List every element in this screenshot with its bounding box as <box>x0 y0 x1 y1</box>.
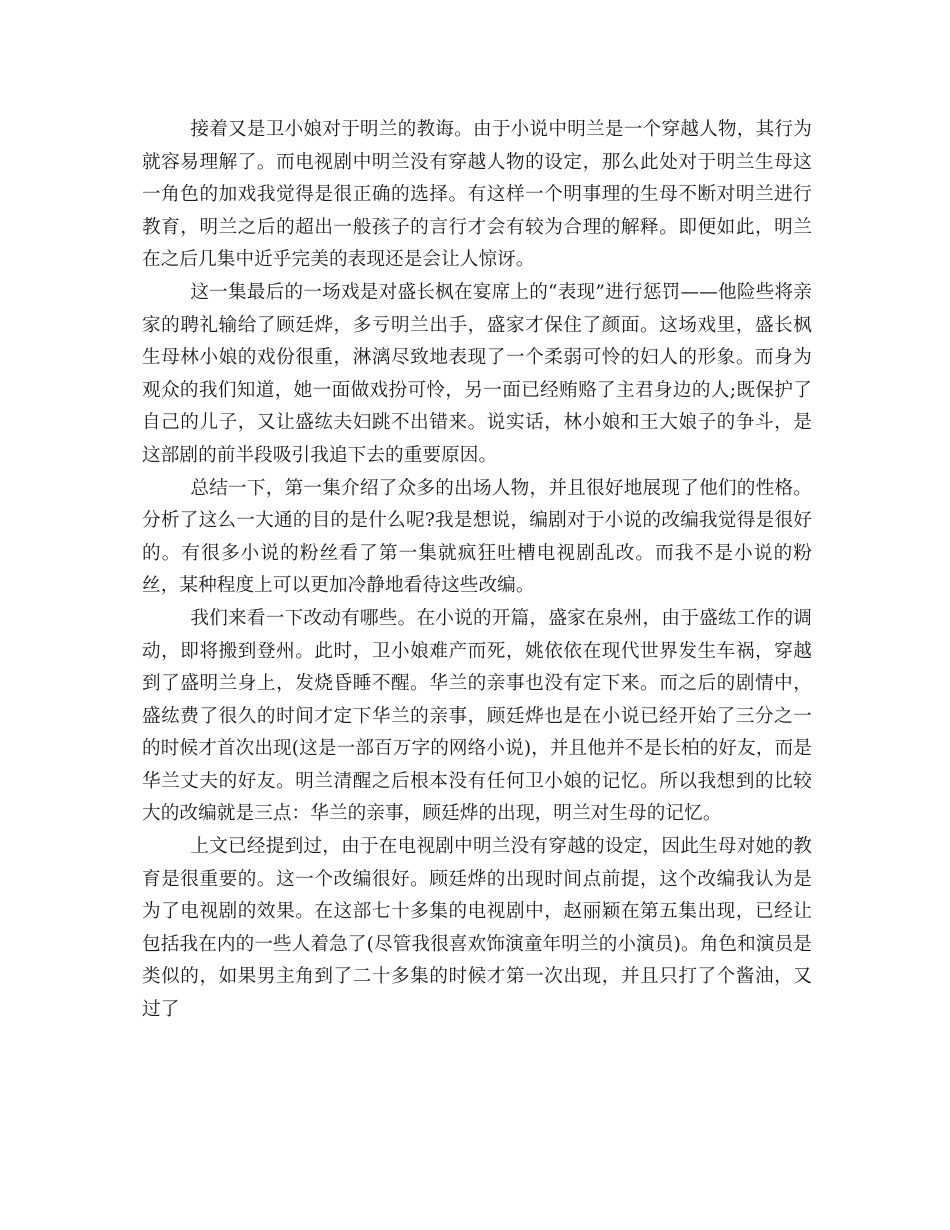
paragraph-5: 上文已经提到过，由于在电视剧中明兰没有穿越的设定，因此生母对她的教育是很重要的。这一个改编很好。顾廷烨的出现时间点前提，这个改编我认为是为了电视剧的效果。在这部七十多集的电视剧中，赵丽颖在第五集出现，已经让包括我在内的一些人着急了(尽管我很喜欢饰演童年明兰的小演员)。角色和演员是类似的，如果男主角到了二十多集的时候才第一次出现，并且只打了个酱油，又过了 <box>142 836 812 1021</box>
document-page <box>142 114 812 1027</box>
paragraph-2: 这一集最后的一场戏是对盛长枫在宴席上的“表现”进行惩罚——他险些将亲家的聘礼输给了顾廷烨，多亏明兰出手，盛家才保住了颜面。这场戏里，盛长枫生母林小娘的戏份很重，淋漓尽致地表现了一个柔弱可怜的妇人的形象。而身为观众的我们知道，她一面做戏扮可怜，另一面已经贿赂了主君身边的人;既保护了自己的儿子，又让盛纮夫妇跳不出错来。说实话，林小娘和王大娘子的争斗，是这部剧的前半段吸引我追下去的重要原因。 <box>142 281 812 466</box>
paragraph-4: 我们来看一下改动有哪些。在小说的开篇，盛家在泉州，由于盛纮工作的调动，即将搬到登州。此时，卫小娘难产而死，姚依依在现代世界发生车祸，穿越到了盛明兰身上，发烧昏睡不醒。华兰的亲事也没有定下来。而之后的剧情中，盛纮费了很久的时间才定下华兰的亲事，顾廷烨也是在小说已经开始了三分之一的时候才首次出现(这是一部百万字的网络小说)，并且他并不是长柏的好友，而是华兰丈夫的好友。明兰清醒之后根本没有任何卫小娘的记忆。所以我想到的比较大的改编就是三点：华兰的亲事，顾廷烨的出现，明兰对生母的记忆。 <box>142 607 812 825</box>
paragraph-1: 接着又是卫小娘对于明兰的教诲。由于小说中明兰是一个穿越人物，其行为就容易理解了。而电视剧中明兰没有穿越人物的设定，那么此处对于明兰生母这一角色的加戏我觉得是很正确的选择。有这样一个明事理的生母不断对明兰进行教育，明兰之后的超出一般孩子的言行才会有较为合理的解释。即便如此，明兰在之后几集中近乎完美的表现还是会让人惊讶。 <box>142 119 812 271</box>
paragraph-3: 总结一下，第一集介绍了众多的出场人物，并且很好地展现了他们的性格。分析了这么一大通的目的是什么呢?我是想说，编剧对于小说的改编我觉得是很好的。有很多小说的粉丝看了第一集就疯狂吐槽电视剧乱改。而我不是小说的粉丝，某种程度上可以更加冷静地看待这些改编。 <box>142 477 812 597</box>
